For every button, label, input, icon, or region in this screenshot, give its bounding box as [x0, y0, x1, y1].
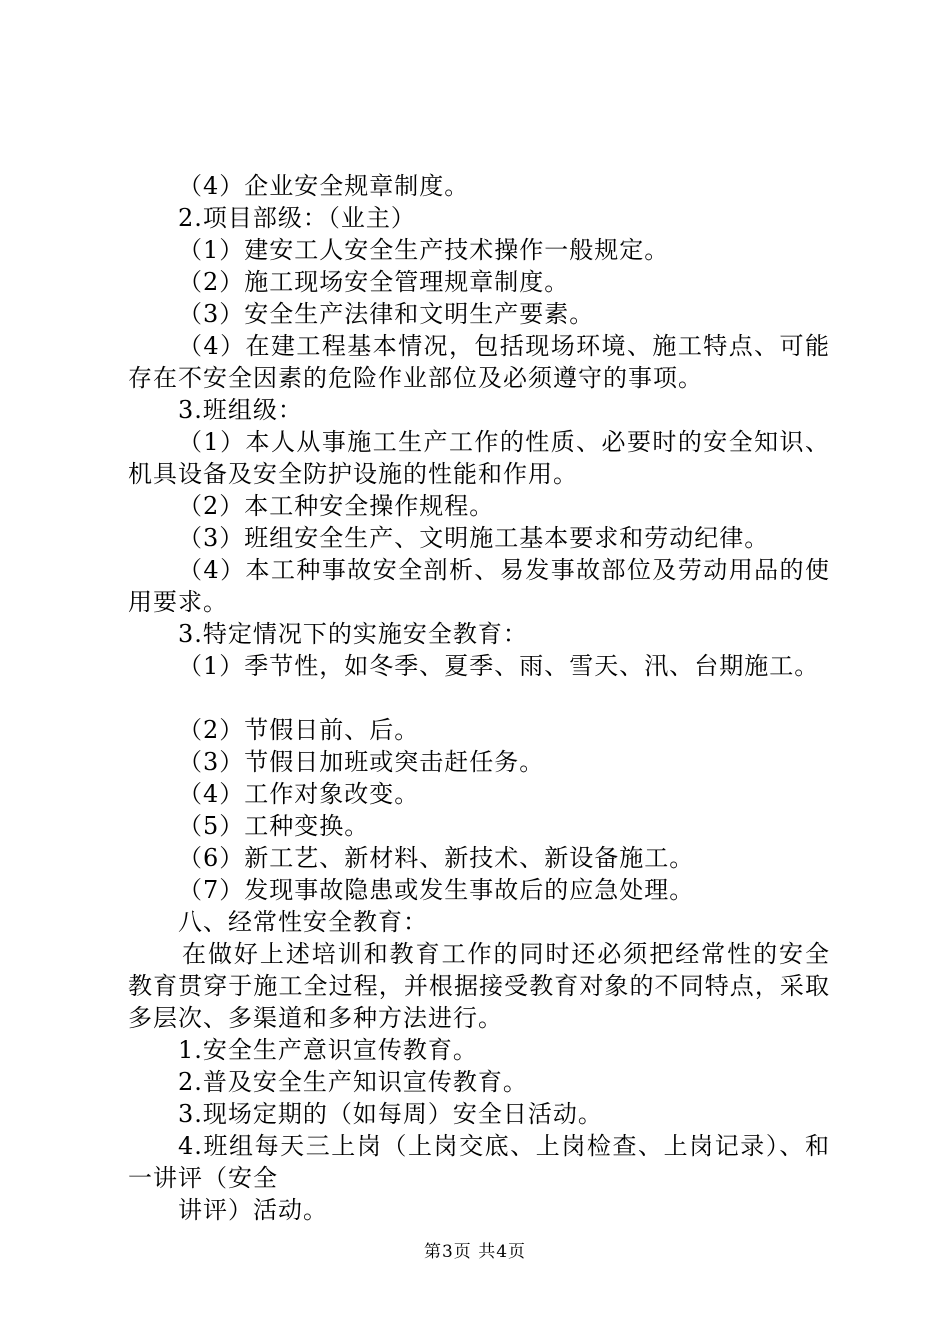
paragraph: 3.班组级： — [178, 396, 303, 424]
paragraph: （2）本工种安全操作规程。 — [178, 492, 495, 520]
paragraph: （2）节假日前、后。 — [178, 716, 420, 744]
paragraph: （1）季节性，如冬季、夏季、雨、雪天、汛、台期施工。 — [178, 652, 820, 680]
paragraph: （7）发现事故隐患或发生事故后的应急处理。 — [178, 876, 695, 904]
paragraph: 在做好上述培训和教育工作的同时还必须把经常性的安全教育贯穿于施工全过程，并根据接受教育对象的不同特点，采取多层次、多渠道和多种方法进行。 — [128, 940, 830, 1032]
paragraph: （3）班组安全生产、文明施工基本要求和劳动纪律。 — [178, 524, 770, 552]
paragraph: （4）企业安全规章制度。 — [178, 172, 470, 200]
paragraph: （4）本工种事故安全剖析、易发事故部位及劳动用品的使用要求。 — [128, 556, 830, 616]
paragraph: 3.特定情况下的实施安全教育： — [178, 620, 528, 648]
paragraph: （6）新工艺、新材料、新技术、新设备施工。 — [178, 844, 695, 872]
paragraph: 讲评）活动。 — [178, 1196, 328, 1224]
paragraph: （5）工种变换。 — [178, 812, 370, 840]
paragraph: 3.现场定期的（如每周）安全日活动。 — [178, 1100, 603, 1128]
paragraph: 2.普及安全生产知识宣传教育。 — [178, 1068, 528, 1096]
blank-line — [128, 682, 830, 714]
paragraph: （4）工作对象改变。 — [178, 780, 420, 808]
paragraph: 2.项目部级：（业主） — [178, 204, 416, 232]
paragraph: （4）在建工程基本情况，包括现场环境、施工特点、可能存在不安全因素的危险作业部位及必须遵守的事项。 — [128, 332, 830, 392]
paragraph: （1）本人从事施工生产工作的性质、必要时的安全知识、机具设备及安全防护设施的性能和作用。 — [128, 428, 830, 488]
page-footer: 第3页 共4页 — [423, 1242, 527, 1262]
paragraph: 4.班组每天三上岗（上岗交底、上岗检查、上岗记录）、和一讲评（安全 — [128, 1132, 830, 1192]
paragraph: （2）施工现场安全管理规章制度。 — [178, 268, 570, 296]
paragraph: （1）建安工人安全生产技术操作一般规定。 — [178, 236, 670, 264]
paragraph: （3）节假日加班或突击赶任务。 — [178, 748, 545, 776]
paragraph: （3）安全生产法律和文明生产要素。 — [178, 300, 595, 328]
section-heading: 八、经常性安全教育： — [178, 908, 428, 936]
document-body — [128, 170, 830, 1226]
paragraph: 1.安全生产意识宣传教育。 — [178, 1036, 478, 1064]
